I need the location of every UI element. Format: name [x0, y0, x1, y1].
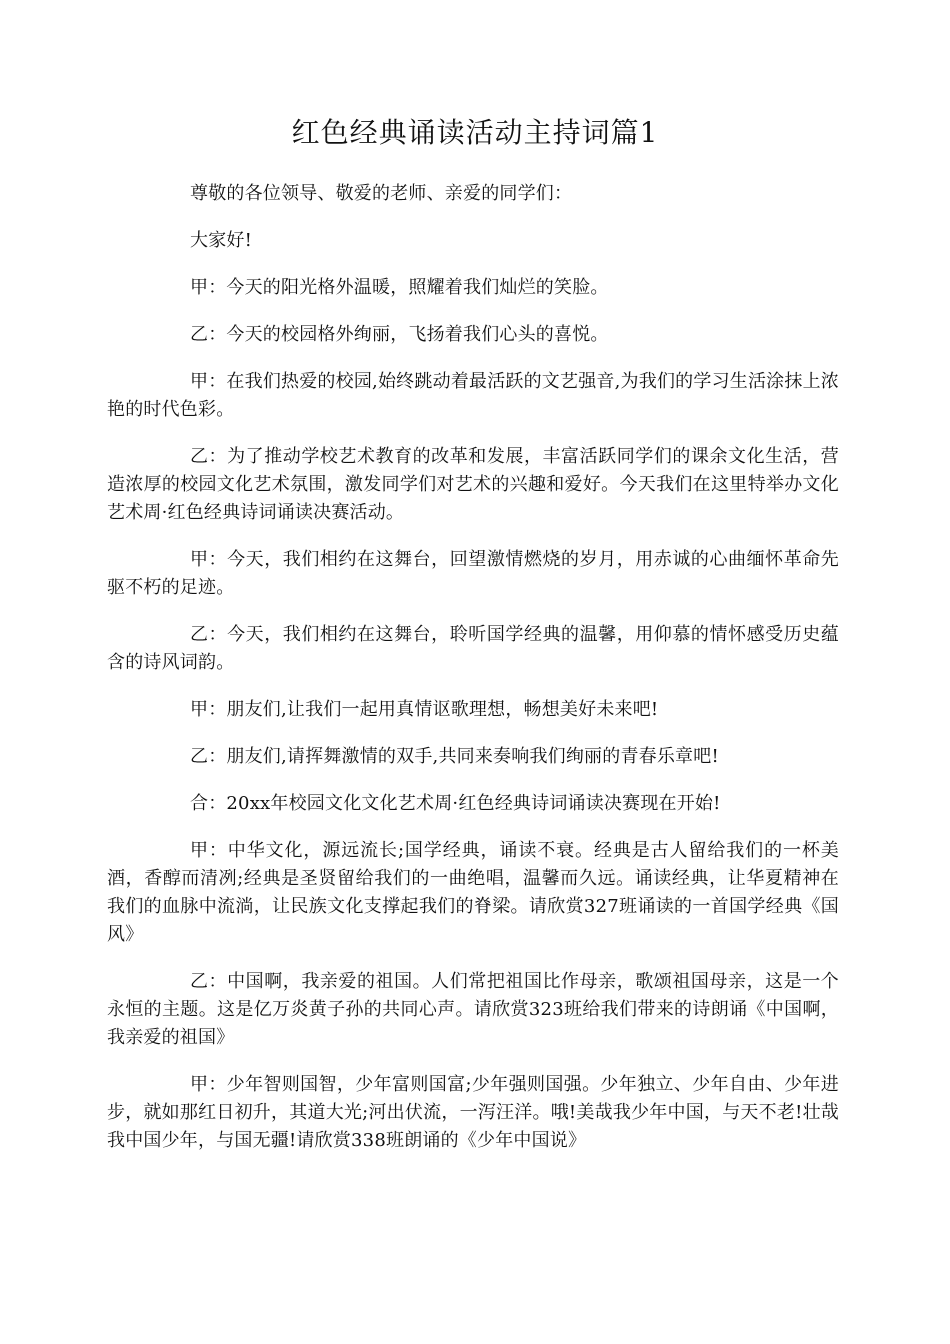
paragraph: 乙：朋友们,请挥舞激情的双手,共同来奏响我们绚丽的青春乐章吧!: [190, 746, 719, 767]
paragraph: 乙：为了推动学校艺术教育的改革和发展，丰富活跃同学们的课余文化生活，营造浓厚的校园文化艺术氛围，激发同学们对艺术的兴趣和爱好。今天我们在这里特举办文化艺术周·红色经典诗词诵读决赛活动。: [107, 446, 839, 523]
paragraph: 大家好!: [190, 230, 253, 251]
document-title: 红色经典诵读活动主持词篇1: [291, 116, 659, 149]
paragraph: 乙：中国啊，我亲爱的祖国。人们常把祖国比作母亲，歌颂祖国母亲，这是一个永恒的主题。这是亿万炎黄子孙的共同心声。请欣赏323班给我们带来的诗朗诵《中国啊，我亲爱的祖国》: [107, 971, 839, 1048]
paragraph: 甲：中华文化，源远流长;国学经典，诵读不衰。经典是古人留给我们的一杯美酒，香醇而清冽;经典是圣贤留给我们的一曲绝唱，温馨而久远。诵读经典，让华夏精神在我们的血脉中流淌，让民族文化支撑起我们的脊梁。请欣赏327班诵读的一首国学经典《国风》: [107, 840, 839, 945]
document-body: [107, 180, 839, 1174]
paragraph: 甲：在我们热爱的校园,始终跳动着最活跃的文艺强音,为我们的学习生活涂抹上浓艳的时代色彩。: [107, 371, 839, 420]
paragraph: 乙：今天的校园格外绚丽，飞扬着我们心头的喜悦。: [190, 324, 609, 345]
paragraph: 甲：朋友们,让我们一起用真情讴歌理想，畅想美好未来吧!: [190, 699, 659, 720]
paragraph: 乙：今天，我们相约在这舞台，聆听国学经典的温馨，用仰慕的情怀感受历史蕴含的诗风词韵。: [107, 624, 839, 673]
paragraph: 尊敬的各位领导、敬爱的老师、亲爱的同学们：: [190, 183, 573, 204]
paragraph: 合：20xx年校园文化文化艺术周·红色经典诗词诵读决赛现在开始!: [190, 793, 721, 814]
paragraph: 甲：今天，我们相约在这舞台，回望激情燃烧的岁月，用赤诚的心曲缅怀革命先驱不朽的足迹。: [107, 549, 839, 598]
paragraph: 甲：今天的阳光格外温暖，照耀着我们灿烂的笑脸。: [190, 277, 609, 298]
paragraph: 甲：少年智则国智，少年富则国富;少年强则国强。少年独立、少年自由、少年进步，就如那红日初升，其道大光;河出伏流，一泻汪洋。哦!美哉我少年中国，与天不老!壮哉我中国少年，与国无疆!请欣赏338班朗诵的《少年中国说》: [107, 1074, 839, 1151]
